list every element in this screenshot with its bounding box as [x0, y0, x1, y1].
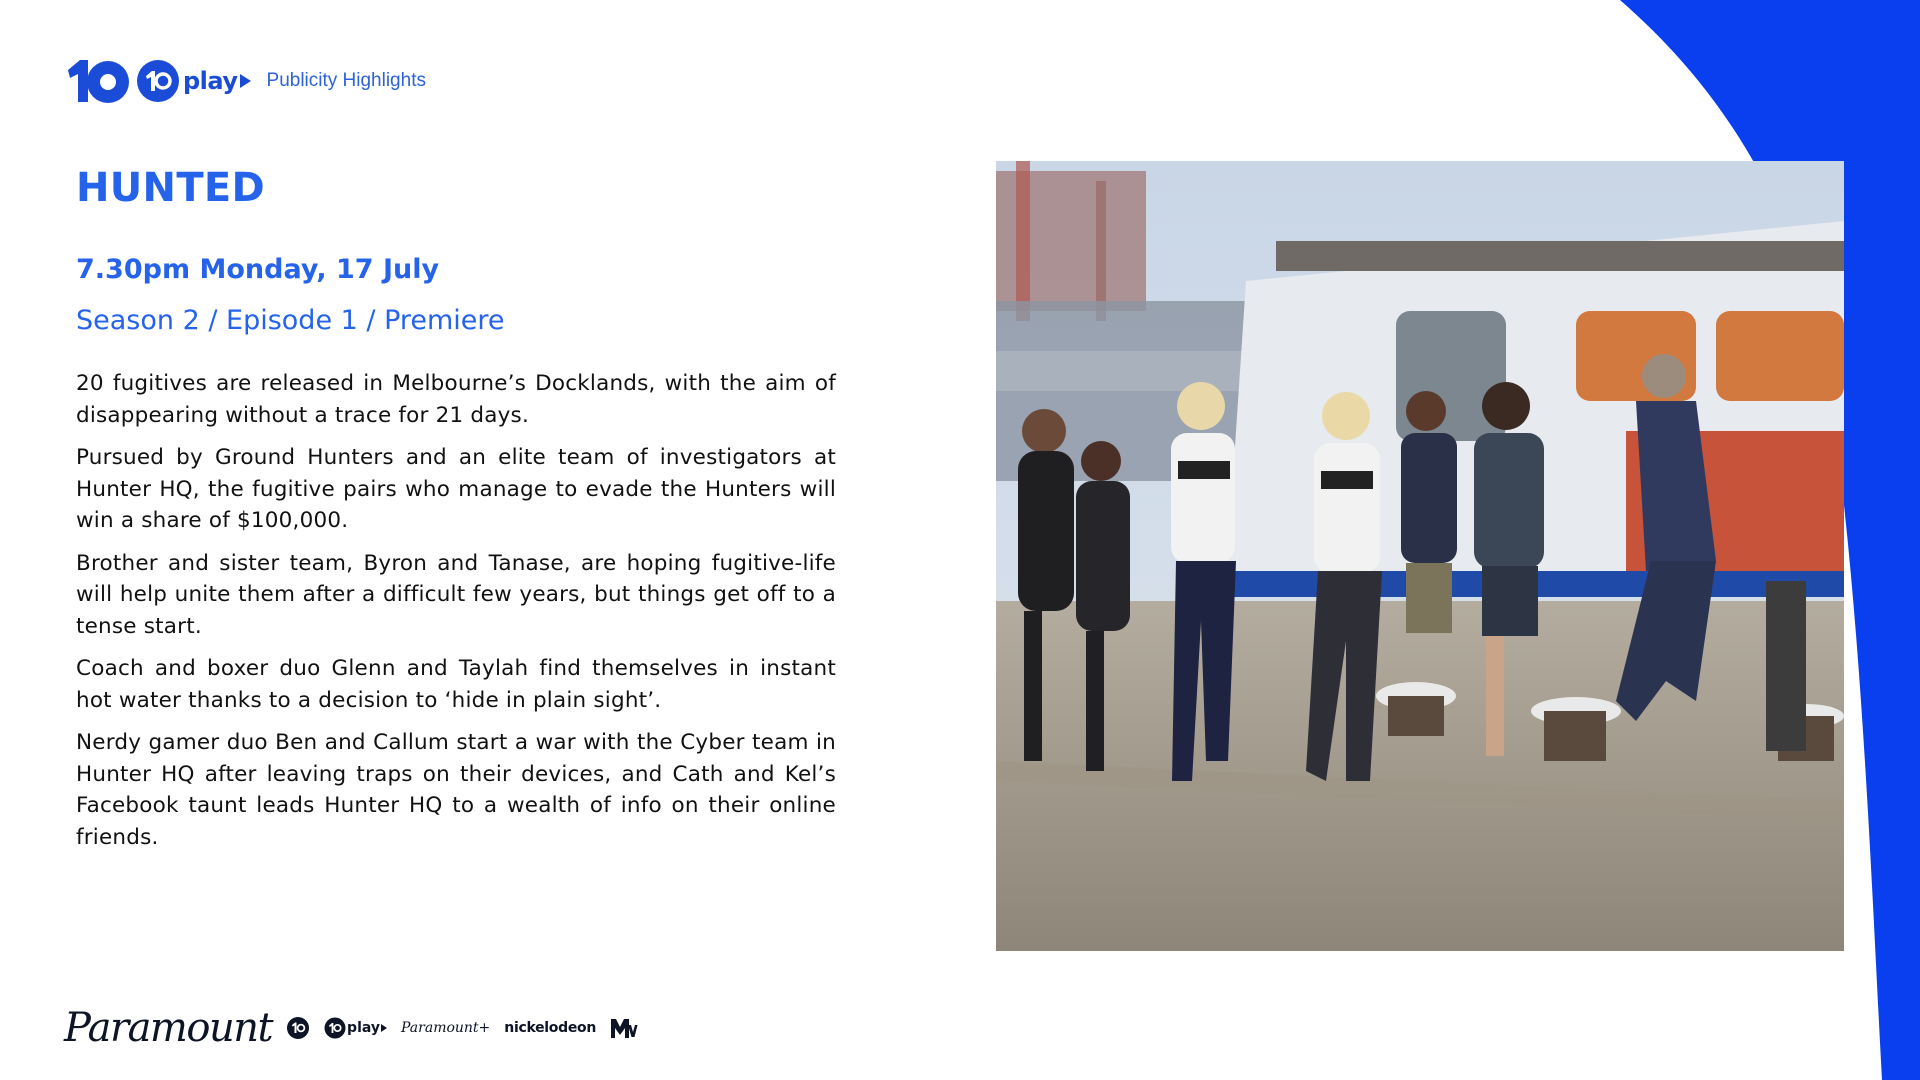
publicity-highlights-title: Publicity Highlights	[266, 70, 426, 91]
10play-disc-icon	[136, 59, 180, 103]
air-time: 7.30pm Monday, 17 July	[76, 254, 440, 285]
10play-footer-wordmark: play	[347, 1020, 381, 1036]
mtv-icon	[610, 1017, 638, 1039]
paramount-plus-logo	[401, 1020, 490, 1036]
synopsis-paragraph: Nerdy gamer duo Ben and Callum start a war with the Cyber team in Hunter HQ after leaving traps on their devices, and Cath and Kel’s Facebook taunt leads Hunter HQ to a wealth of info on their online friends.	[76, 730, 836, 850]
play-triangle-icon	[240, 74, 251, 88]
header	[66, 58, 426, 104]
synopsis-paragraph: Coach and boxer duo Glenn and Taylah find themselves in instant hot water thanks to a decision to ‘hide in plain sight’.	[76, 656, 836, 713]
network-10-footer-logo	[286, 1016, 310, 1040]
10play-wordmark: play	[183, 67, 238, 95]
nickelodeon-wordmark: nickelodeon	[504, 1020, 597, 1036]
paramount-logo: Paramount	[64, 1005, 273, 1051]
nickelodeon-logo	[504, 1020, 596, 1036]
network-10-footer-icon	[286, 1016, 310, 1040]
show-title: HUNTED	[76, 165, 266, 211]
synopsis-paragraph: Brother and sister team, Byron and Tanase, are hoping fugitive-life will help unite them after a difficult few years, but things get off to a tense start.	[76, 550, 836, 639]
episode-info: Season 2 / Episode 1 / Premiere	[76, 305, 505, 336]
10play-logo[interactable]	[136, 59, 251, 103]
10play-footer-icon	[324, 1017, 346, 1039]
10play-footer-logo	[324, 1017, 387, 1039]
paramount-plus-wordmark: Paramount+	[401, 1020, 491, 1036]
promo-photo-scene	[996, 161, 1844, 951]
mtv-logo	[610, 1017, 638, 1039]
footer-brand-strip	[64, 1000, 638, 1056]
play-triangle-icon	[381, 1024, 387, 1032]
synopsis	[76, 368, 836, 864]
network-10-logo[interactable]	[66, 58, 130, 104]
synopsis-paragraph: Pursued by Ground Hunters and an elite team of investigators at Hunter HQ, the fugitive pairs who manage to evade the Hunters will win a share of $100,000.	[76, 445, 836, 533]
promo-photo	[996, 161, 1844, 951]
synopsis-paragraph: 20 fugitives are released in Melbourne’s Docklands, with the aim of disappearing without a trace for 21 days.	[76, 371, 836, 428]
